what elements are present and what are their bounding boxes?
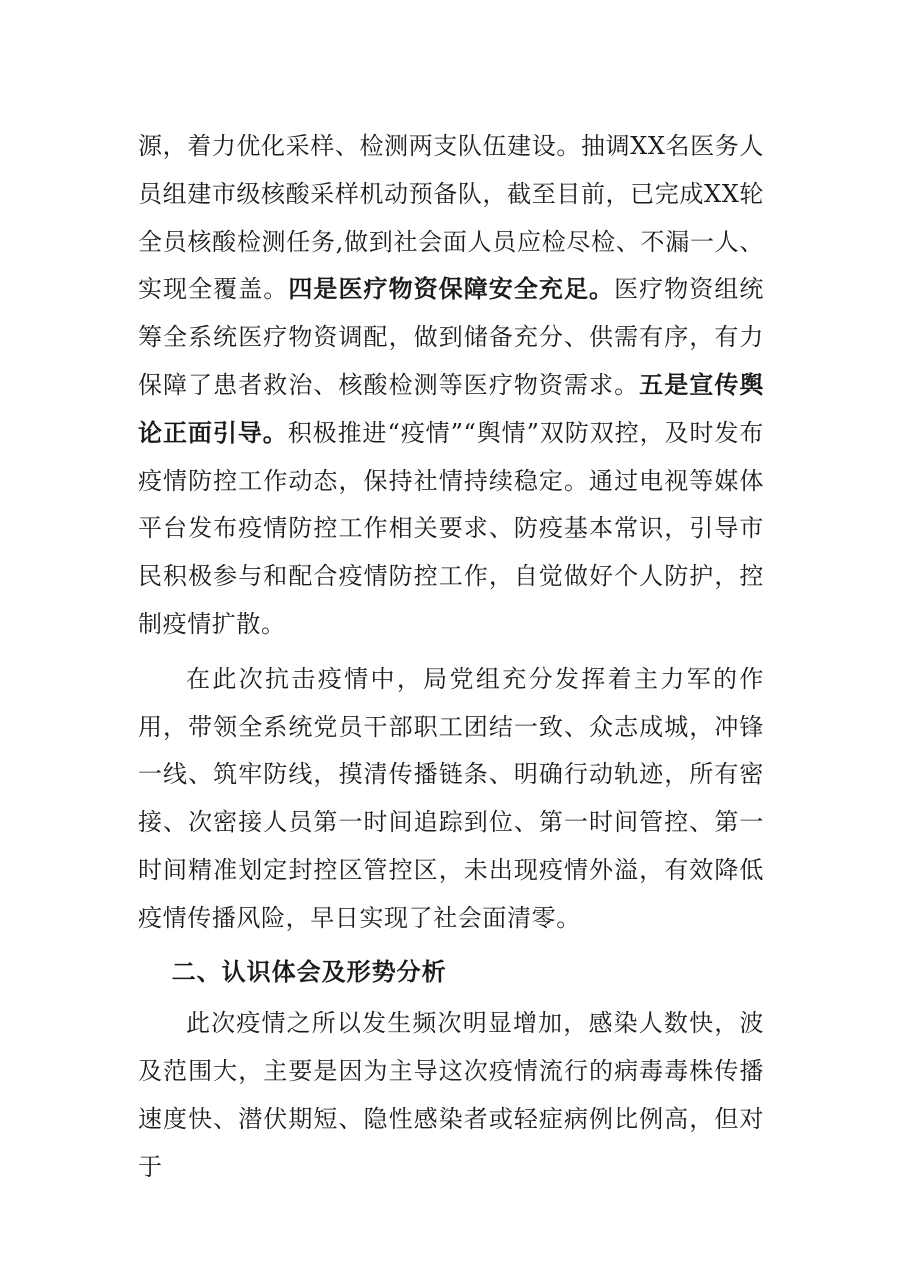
paragraph-summary: 在此次抗击疫情中，局党组充分发挥着主力军的作用，带领全系统党员干部职工团结一致、众志成城，冲锋一线、筑牢防线，摸清传播链条、明确行动轨迹，所有密接、次密接人员第一时间追踪到位、第一时间管控、第一时间精准划定封控区管控区，未出现疫情外溢，有效降低疫情传播风险，早日实现了社会面清零。 bbox=[138, 664, 764, 932]
bold-point-four: 四是医疗物资保障安全充足。 bbox=[288, 275, 615, 304]
paragraph-analysis: 此次疫情之所以发生频次明显增加，感染人数快，波及范围大，主要是因为主导这次疫情流行的病毒毒株传播速度快、潜伏期短、隐性感染者或轻症病例比例高，但对于 bbox=[138, 1009, 764, 1181]
paragraph-text: 医疗物资组统筹全系统医疗物资调配，做到储备充分、供需有序，有力保障了患者救治、核酸检测等医疗物资需求。 bbox=[138, 275, 764, 399]
section-heading: 二、认识体会及形势分析 bbox=[171, 957, 447, 986]
paragraph-text: 源，着力优化采样、检测两支队伍建设。抽调XX名医务人员组建市级核酸采样机动预备队，截至目前，已完成XX轮全员核酸检测任务,做到社会面人员应检尽检、不漏一人、实现全覆盖。 bbox=[138, 132, 764, 304]
paragraph-continuation bbox=[138, 123, 764, 649]
document-body bbox=[138, 123, 764, 1192]
paragraph-text: 积极推进“疫情”“舆情”双防双控，及时发布疫情防控工作动态，保持社情持续稳定。通过电视等媒体平台发布疫情防控工作相关要求、防疫基本常识，引导市民积极参与和配合疫情防控工作，自觉做好个人防护，控制疫情扩散。 bbox=[138, 418, 764, 638]
bold-point-five: 五是宣传舆论正面引导。 bbox=[138, 370, 765, 447]
